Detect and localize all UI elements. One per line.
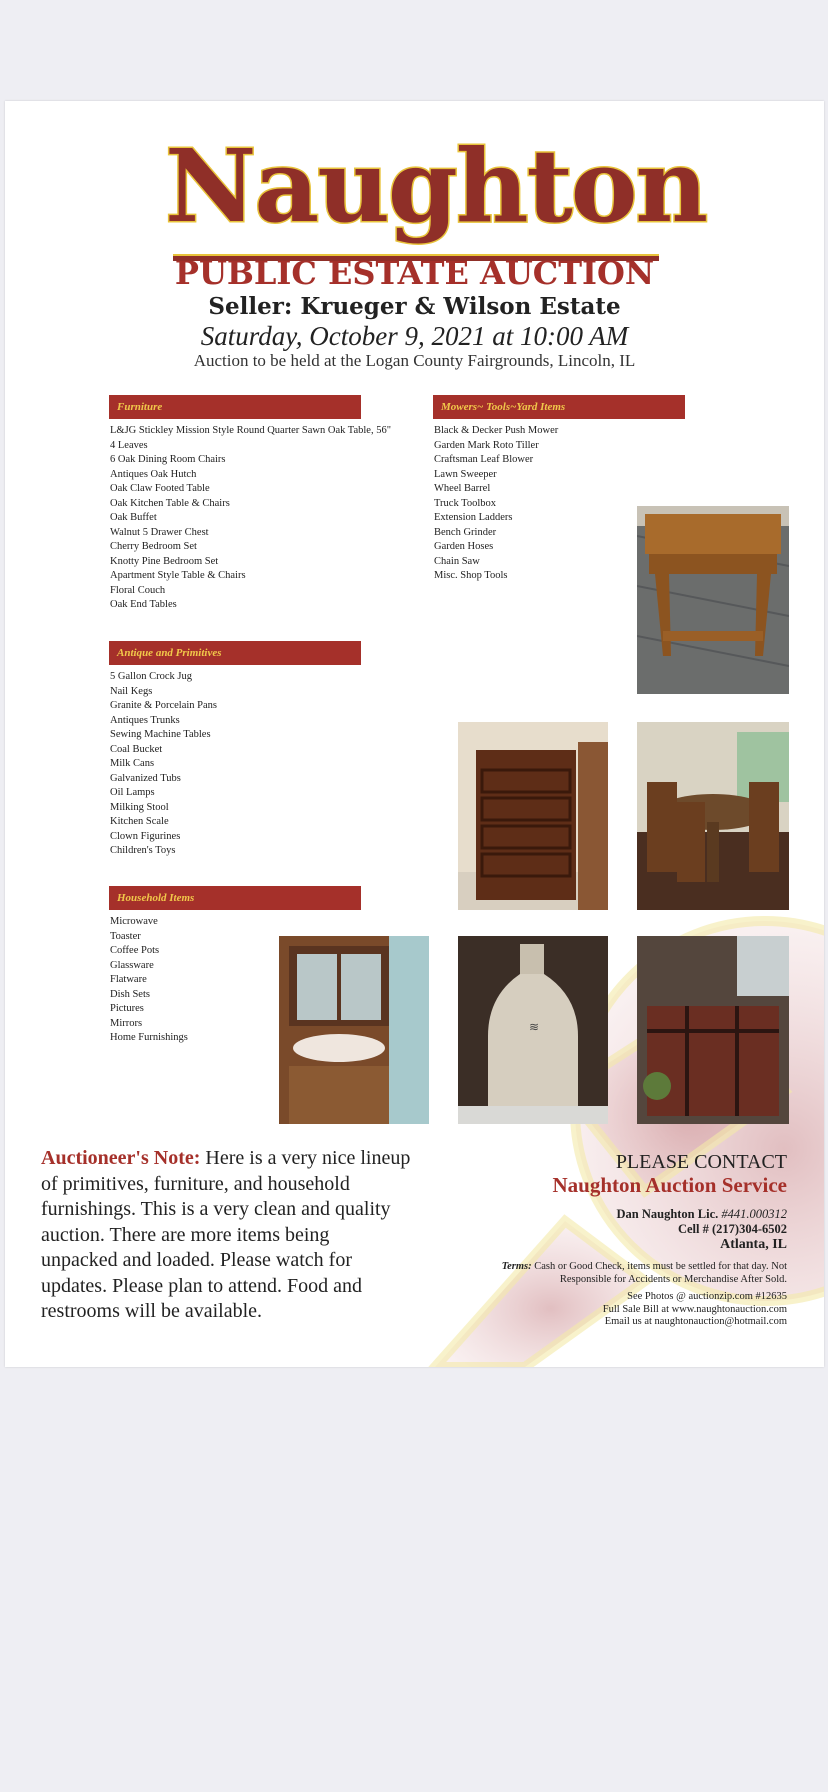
mowers-item: Misc. Shop Tools (434, 570, 508, 581)
antiques-item: Sewing Machine Tables (110, 729, 211, 740)
household-item: Microwave (110, 916, 158, 927)
photo-dining-set (637, 722, 789, 910)
mowers-item: Garden Hoses (434, 541, 494, 552)
mowers-tools-header: Mowers~ Tools~Yard Items (433, 395, 685, 419)
furniture-item: 6 Oak Dining Room Chairs (110, 454, 226, 465)
sale-bill-link[interactable]: Full Sale Bill at www.naughtonauction.com (602, 1303, 787, 1315)
antiques-item: Clown Figurines (110, 830, 181, 842)
furniture-item: Cherry Bedroom Set (110, 541, 197, 552)
antiques-item: Oil Lamps (110, 787, 155, 798)
mowers-item: Wheel Barrel (434, 483, 491, 494)
auction-date: Saturday, October 9, 2021 at 10:00 AM (200, 321, 629, 351)
mowers-item: Extension Ladders (434, 512, 513, 523)
household-item: Home Furnishings (110, 1032, 188, 1043)
flyer-title: PUBLIC ESTATE AUCTION (174, 254, 655, 292)
license-name: Dan Naughton Lic. (616, 1207, 719, 1221)
note-text: Here is a very nice lineup of primitives, furniture, and household furnishings. This is a very clean and quality auction. There are more items being unpacked and loaded. Please watch for updates. Please plan to attend. Food and restrooms will be available. (41, 1147, 411, 1322)
mowers-item: Craftsman Leaf Blower (434, 454, 534, 465)
antiques-item: Coal Bucket (110, 743, 163, 755)
terms-label: Terms: (501, 1261, 532, 1272)
service-name: Naughton Auction Service (552, 1173, 787, 1197)
auction-flyer (5, 101, 824, 1367)
terms-text: Cash or Good Check, items must be settled for that day. Not Responsible for Accidents or Merchandise After Sold. (534, 1261, 787, 1285)
household-item: Coffee Pots (110, 945, 160, 956)
household-header: Household Items (109, 886, 361, 910)
terms (457, 1261, 787, 1286)
note-label: Auctioneer's Note: (41, 1147, 201, 1169)
furniture-item: Oak Buffet (110, 512, 157, 523)
photo-oak-table (637, 506, 789, 694)
antiques-item: Antiques Trunks (110, 714, 180, 726)
furniture-item: Knotty Pine Bedroom Set (110, 555, 219, 567)
antiques-item: Galvanized Tubs (110, 772, 181, 784)
photos-link[interactable]: See Photos @ auctionzip.com #12635 (627, 1291, 787, 1302)
mowers-item: Bench Grinder (434, 526, 497, 538)
antiques-item: Kitchen Scale (110, 816, 169, 827)
auctioneers-note (41, 1146, 411, 1325)
mowers-item: Black & Decker Push Mower (434, 425, 559, 436)
antiques-item: Granite & Porcelain Pans (110, 700, 218, 711)
photo-antique-trunks (637, 936, 789, 1124)
antiques-list (110, 670, 217, 859)
household-item: Pictures (110, 1003, 144, 1014)
mowers-item: Truck Toolbox (434, 497, 496, 509)
photo-walnut-chest (458, 722, 608, 910)
naughton-logo (165, 121, 707, 261)
household-item: Mirrors (110, 1017, 143, 1029)
furniture-item: Antiques Oak Hutch (110, 468, 197, 480)
furniture-list (110, 424, 391, 613)
furniture-item: 4 Leaves (110, 439, 148, 451)
furniture-item: Oak End Tables (110, 599, 177, 610)
household-item: Glassware (110, 959, 154, 971)
furniture-header: Furniture (109, 395, 361, 419)
license-number: #441.000312 (721, 1207, 787, 1221)
contact-links (367, 1291, 787, 1329)
svg-text:≋: ≋ (528, 1020, 540, 1034)
antiques-header: Antique and Primitives (109, 641, 361, 665)
household-list (110, 915, 188, 1046)
mowers-item: Lawn Sweeper (434, 468, 497, 480)
mowers-item: Garden Mark Roto Tiller (434, 439, 539, 451)
photo-oak-hutch (279, 936, 429, 1124)
antiques-item: 5 Gallon Crock Jug (110, 671, 192, 682)
antiques-item: Children's Toys (110, 845, 176, 856)
city: Atlanta, IL (720, 1237, 787, 1252)
furniture-item: L&JG Stickley Mission Style Round Quarter Sawn Oak Table, 56" (110, 425, 391, 436)
mowers-item: Chain Saw (434, 555, 480, 567)
license-line (367, 1207, 787, 1222)
seller-line: Seller: Krueger & Wilson Estate (208, 293, 621, 320)
photo-crock-jug (458, 936, 608, 1124)
antiques-item: Nail Kegs (110, 685, 153, 697)
email-link[interactable]: Email us at naughtonauction@hotmail.com (604, 1316, 787, 1327)
furniture-item: Apartment Style Table & Chairs (110, 570, 246, 581)
cell-phone: Cell # (217)304-6502 (677, 1222, 787, 1236)
furniture-item: Oak Kitchen Table & Chairs (110, 497, 230, 509)
furniture-item: Oak Claw Footed Table (110, 483, 210, 494)
household-item: Toaster (110, 930, 141, 942)
furniture-item: Floral Couch (110, 584, 166, 596)
logo-wordmark: Naughton (165, 127, 707, 245)
antiques-item: Milk Cans (110, 758, 155, 769)
household-item: Dish Sets (110, 988, 150, 1000)
household-item: Flatware (110, 974, 147, 985)
please-contact: PLEASE CONTACT (615, 1151, 787, 1173)
auction-location: Auction to be held at the Logan County Fairgrounds, Lincoln, IL (193, 351, 636, 370)
antiques-item: Milking Stool (110, 801, 169, 813)
furniture-item: Walnut 5 Drawer Chest (110, 526, 209, 538)
mowers-tools-list (434, 424, 558, 584)
